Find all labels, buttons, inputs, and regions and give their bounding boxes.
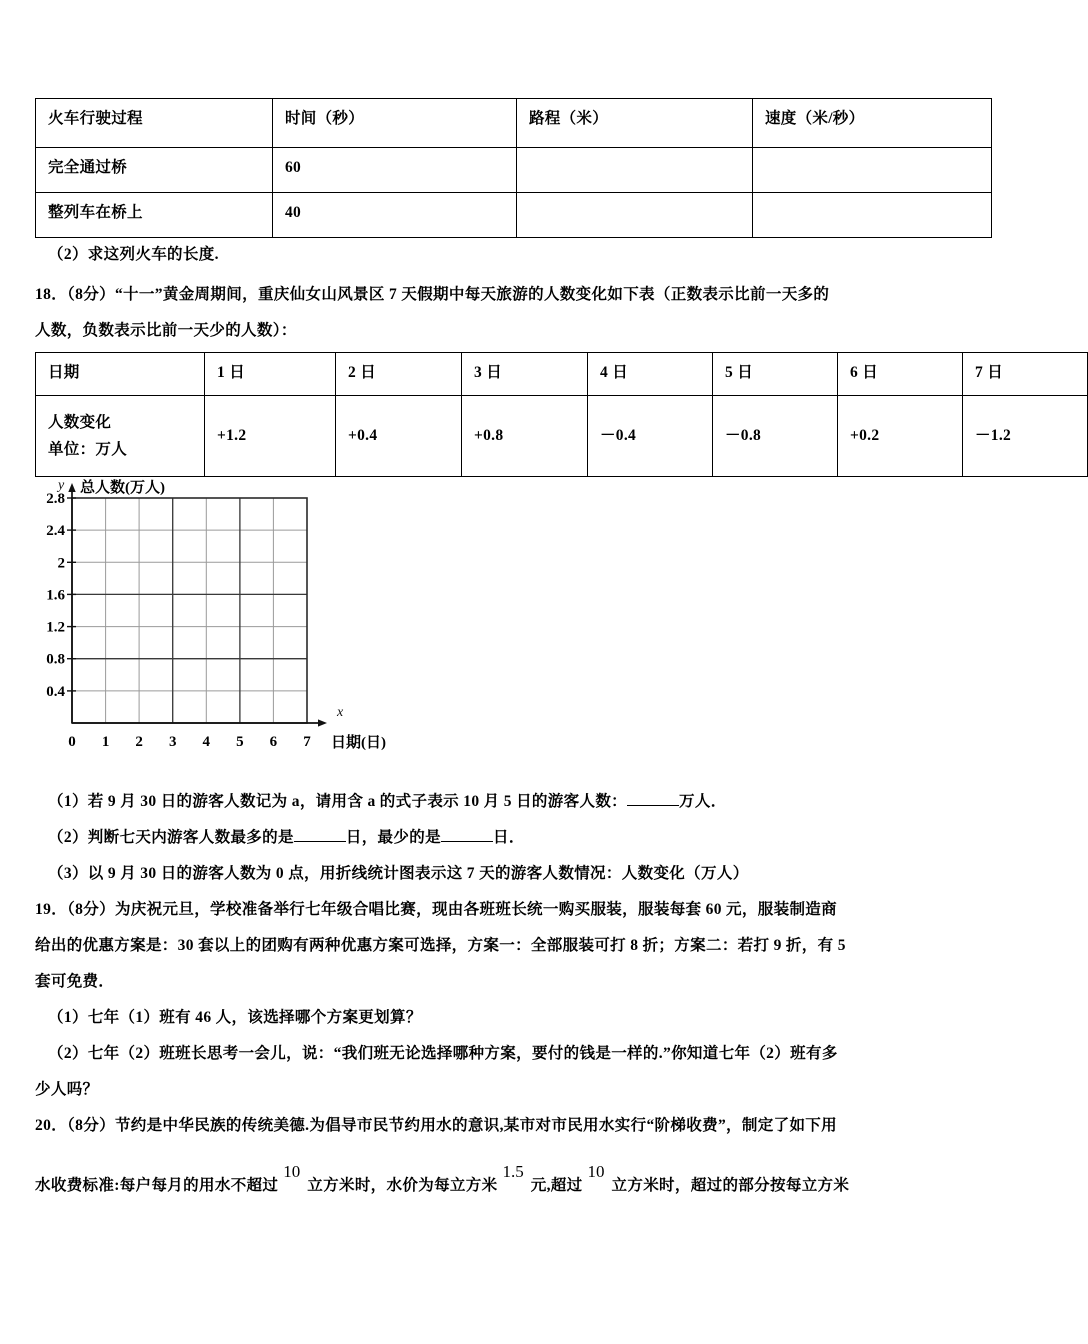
table-row — [36, 353, 1088, 396]
q20-text-part-4: 立方米时，超过的部分按每立方米 — [611, 1177, 850, 1194]
x-tick-label: 0 — [68, 734, 76, 750]
q20-text-part-3: 元,超过 — [530, 1177, 583, 1194]
table-row — [36, 193, 992, 238]
q18-sub2-text-b: 日，最少的是 — [345, 829, 441, 846]
answer-blank[interactable] — [441, 841, 493, 842]
q18-sub1-text-b: 万人． — [679, 793, 727, 810]
x-axis-arrow-icon — [318, 719, 327, 726]
table-cell: 40 — [273, 193, 517, 238]
table-row-label — [36, 396, 205, 477]
table-header-cell: 速度（米/秒） — [753, 99, 992, 148]
q18-sub1-text-a: （1）若 9 月 30 日的游客人数记为 a，请用含 a 的式子表示 10 月 5 日的游客人数： — [48, 793, 628, 810]
table-row — [36, 396, 1088, 477]
y-tick-label: 2 — [57, 555, 65, 572]
x-tick-label: 5 — [236, 734, 244, 750]
table-header-cell: 火车行驶过程 — [36, 99, 273, 148]
question-19-sub-2-line-1: （2）七年（2）班班长思考一会儿，说：“我们班无论选择哪种方案，要付的钱是一样的.”你知道七年（2）班有多 — [48, 1045, 838, 1062]
table-cell — [517, 193, 753, 238]
y-tick-label: 1.6 — [46, 587, 65, 604]
question-20-line-2 — [35, 1162, 850, 1198]
table-header-cell: 7 日 — [963, 353, 1088, 396]
question-18-line-1: 18．（8分）“十一”黄金周期间，重庆仙女山风景区 7 天假期中每天旅游的人数变化如下表（正数表示比前一天多的 — [35, 286, 830, 303]
x-tick-label: 2 — [135, 734, 143, 750]
table-header-cell: 3 日 — [462, 353, 588, 396]
chart-grid-minor — [72, 498, 307, 723]
table-header-cell: 1 日 — [205, 353, 336, 396]
q20-text-part-2: 立方米时，水价为每立方米 — [307, 1177, 498, 1194]
chart-svg — [32, 478, 432, 768]
table-cell: +1.2 — [205, 396, 336, 477]
y-tick-label: 2.4 — [46, 523, 65, 540]
q18-sub2-text-c: 日． — [492, 829, 525, 846]
table-cell: 整列车在桥上 — [36, 193, 273, 238]
table-row — [36, 99, 992, 148]
table-cell: －1.2 — [963, 396, 1088, 477]
table-header-cell: 日期 — [36, 353, 205, 396]
question-19-sub-1: （1）七年（1）班有 46 人，该选择哪个方案更划算？ — [48, 1009, 422, 1026]
visitor-change-table — [35, 352, 1088, 477]
table-cell — [753, 193, 992, 238]
question-18-sub-2 — [48, 826, 525, 849]
y-tick-label: 0.8 — [46, 651, 65, 668]
table-cell: 完全通过桥 — [36, 148, 273, 193]
question-18-sub-1 — [48, 790, 727, 813]
question-17-item-2: （2）求这列火车的长度. — [48, 246, 219, 263]
y-axis-title: 总人数(万人) — [80, 480, 165, 496]
train-process-table — [35, 98, 992, 238]
table-header-cell: 路程（米） — [517, 99, 753, 148]
y-axis-symbol: y — [58, 478, 65, 493]
table-header-cell: 4 日 — [588, 353, 713, 396]
x-tick-label: 6 — [269, 734, 278, 750]
row-label-line-2: 单位：万人 — [48, 441, 128, 458]
q20-math-value-2: 1.5 — [502, 1162, 524, 1181]
x-tick-label: 7 — [303, 734, 311, 750]
question-20-line-1: 20．（8分）节约是中华民族的传统美德.为倡导市民节约用水的意识,某市对市民用水实行“阶梯收费”，制定了如下用 — [35, 1117, 838, 1134]
table-cell: －0.4 — [588, 396, 713, 477]
table-cell: +0.8 — [462, 396, 588, 477]
table-cell: +0.2 — [838, 396, 963, 477]
x-axis-title: 日期(日) — [331, 735, 386, 751]
y-axis-arrow-icon — [68, 483, 75, 492]
x-tick-label: 4 — [202, 734, 211, 750]
y-tick-label: 2.8 — [46, 491, 65, 507]
q20-math-value-1: 10 — [283, 1162, 301, 1181]
row-label-line-1: 人数变化 — [48, 413, 112, 431]
y-tick-label: 0.4 — [46, 683, 65, 700]
question-19-sub-2-line-2: 少人吗？ — [35, 1081, 99, 1098]
table-cell — [753, 148, 992, 193]
table-cell: －0.8 — [713, 396, 838, 477]
question-19-line-3: 套可免费． — [35, 973, 115, 990]
answer-blank[interactable] — [627, 805, 679, 806]
table-cell: 60 — [273, 148, 517, 193]
q20-math-value-3: 10 — [587, 1162, 605, 1181]
table-header-cell: 时间（秒） — [273, 99, 517, 148]
q20-text-part-1: 水收费标准:每户每月的用水不超过 — [35, 1177, 279, 1194]
blank-line-chart-grid — [32, 478, 432, 768]
table-header-cell: 2 日 — [336, 353, 462, 396]
q18-sub2-text-a: （2）判断七天内游客人数最多的是 — [48, 829, 294, 846]
y-tick-label: 1.2 — [46, 619, 65, 636]
question-18-line-2: 人数，负数表示比前一天少的人数）： — [35, 322, 297, 339]
chart-grid-major — [72, 498, 307, 723]
question-19-line-2: 给出的优惠方案是：30 套以上的团购有两种优惠方案可选择，方案一：全部服装可打 8 折；方案二：若打 9 折，有 5 — [35, 937, 846, 954]
table-header-cell: 6 日 — [838, 353, 963, 396]
x-tick-label: 1 — [101, 734, 110, 750]
table-header-cell: 5 日 — [713, 353, 838, 396]
table-cell — [517, 148, 753, 193]
table-row — [36, 148, 992, 193]
x-axis-symbol: x — [337, 705, 344, 720]
table-cell: +0.4 — [336, 396, 462, 477]
answer-blank[interactable] — [294, 841, 346, 842]
question-19-line-1: 19．（8分）为庆祝元旦，学校准备举行七年级合唱比赛，现由各班班长统一购买服装，服装每套 60 元，服装制造商 — [35, 901, 838, 918]
x-tick-label: 3 — [168, 734, 177, 750]
question-18-sub-3: （3）以 9 月 30 日的游客人数为 0 点，用折线统计图表示这 7 天的游客人数情况：人数变化（万人） — [48, 865, 749, 882]
chart-frame — [72, 498, 307, 723]
